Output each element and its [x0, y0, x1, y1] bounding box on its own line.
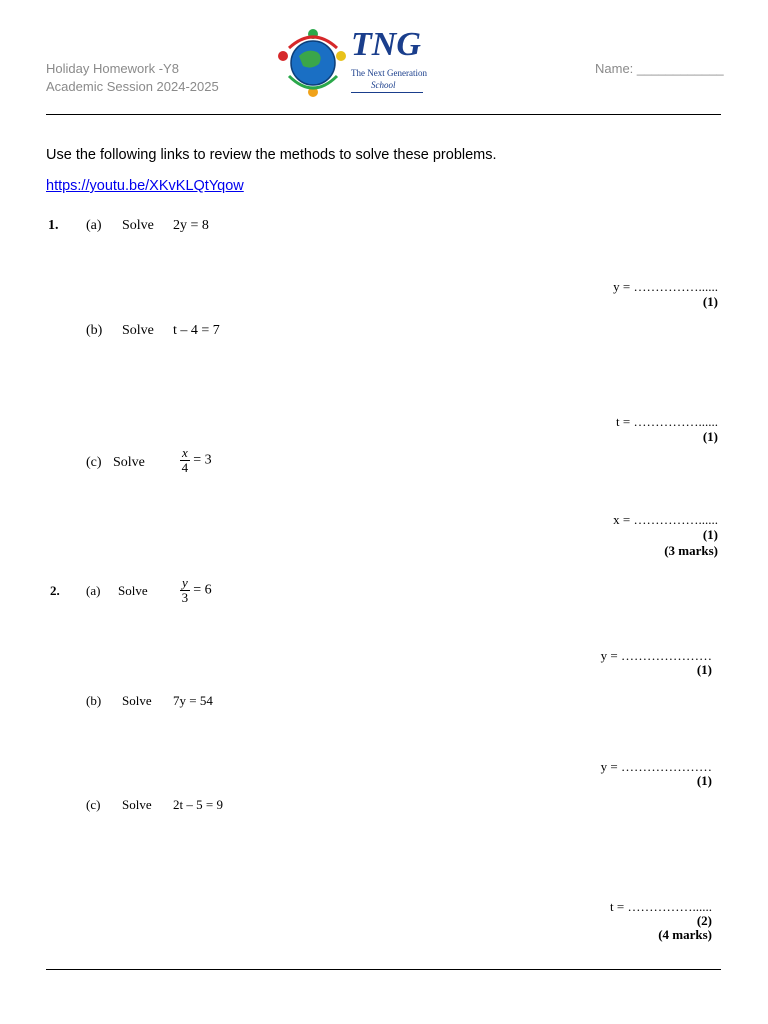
homework-title: Holiday Homework -Y8: [46, 61, 179, 76]
q1c-rhs: = 3: [193, 452, 212, 468]
q1b-answer-line[interactable]: t = ……………......: [616, 414, 718, 429]
q1b-marks: (1): [702, 429, 718, 444]
q2a-fraction: [180, 576, 190, 605]
q1c-numerator: x: [182, 445, 188, 460]
header-divider: [46, 114, 721, 115]
q1a-part: (a): [86, 218, 102, 233]
q1b-part: (b): [86, 323, 103, 338]
q2c-part: (c): [86, 797, 101, 812]
q1c-equation: [180, 446, 212, 475]
q1c-denominator: 4: [181, 460, 189, 475]
q1-total-marks: (3 marks): [664, 543, 718, 558]
q2a-numerator: y: [182, 575, 188, 590]
q2c-answer-line[interactable]: t = ……………......: [610, 899, 712, 914]
q2b-verb: Solve: [122, 693, 152, 708]
q2a-marks: (1): [696, 662, 712, 677]
q2-total-marks: (4 marks): [658, 927, 712, 942]
logo-subtitle: The Next Generation: [351, 68, 427, 78]
logo-school: School: [371, 80, 396, 90]
q2c-marks: (2): [696, 913, 712, 928]
q1b-verb: Solve: [122, 323, 154, 338]
globe-logo-icon: [275, 26, 351, 98]
footer-divider: [46, 969, 721, 970]
q2b-answer-line[interactable]: y = …………………: [600, 759, 712, 774]
q2a-equation: [180, 576, 212, 605]
video-link[interactable]: https://youtu.be/XKvKLQtYqow: [46, 178, 244, 194]
q2b-part: (b): [86, 693, 102, 708]
school-logo: [275, 26, 427, 98]
q2a-denominator: 3: [181, 590, 189, 605]
q1a-answer-line[interactable]: y = ……………......: [613, 279, 718, 294]
q1c-marks: (1): [702, 527, 718, 542]
q2b-equation: 7y = 54: [173, 693, 213, 708]
q1b-equation: t – 4 = 7: [173, 323, 220, 338]
q1a-marks: (1): [702, 294, 718, 309]
q1-number: 1.: [48, 218, 59, 233]
q1c-part: (c): [86, 455, 102, 470]
q1c-verb: Solve: [113, 455, 145, 470]
logo-text: TNG: [351, 26, 421, 63]
q2a-part: (a): [86, 583, 101, 598]
q2a-verb: Solve: [118, 583, 148, 598]
q1c-fraction: [180, 446, 190, 475]
intro-text: Use the following links to review the methods to solve these problems.: [46, 147, 497, 163]
q2-number: 2.: [50, 583, 60, 598]
name-field[interactable]: Name: ____________: [595, 61, 724, 76]
q2a-rhs: = 6: [193, 582, 212, 598]
q1a-equation: 2y = 8: [173, 218, 209, 233]
academic-session: Academic Session 2024-2025: [46, 79, 219, 94]
q2c-verb: Solve: [122, 797, 152, 812]
q2a-answer-line[interactable]: y = …………………: [600, 648, 712, 663]
q1a-verb: Solve: [122, 218, 154, 233]
q2c-equation: 2t – 5 = 9: [173, 797, 223, 812]
logo-underline: [351, 92, 423, 93]
q1c-answer-line[interactable]: x = ……………......: [613, 512, 718, 527]
q2b-marks: (1): [696, 773, 712, 788]
